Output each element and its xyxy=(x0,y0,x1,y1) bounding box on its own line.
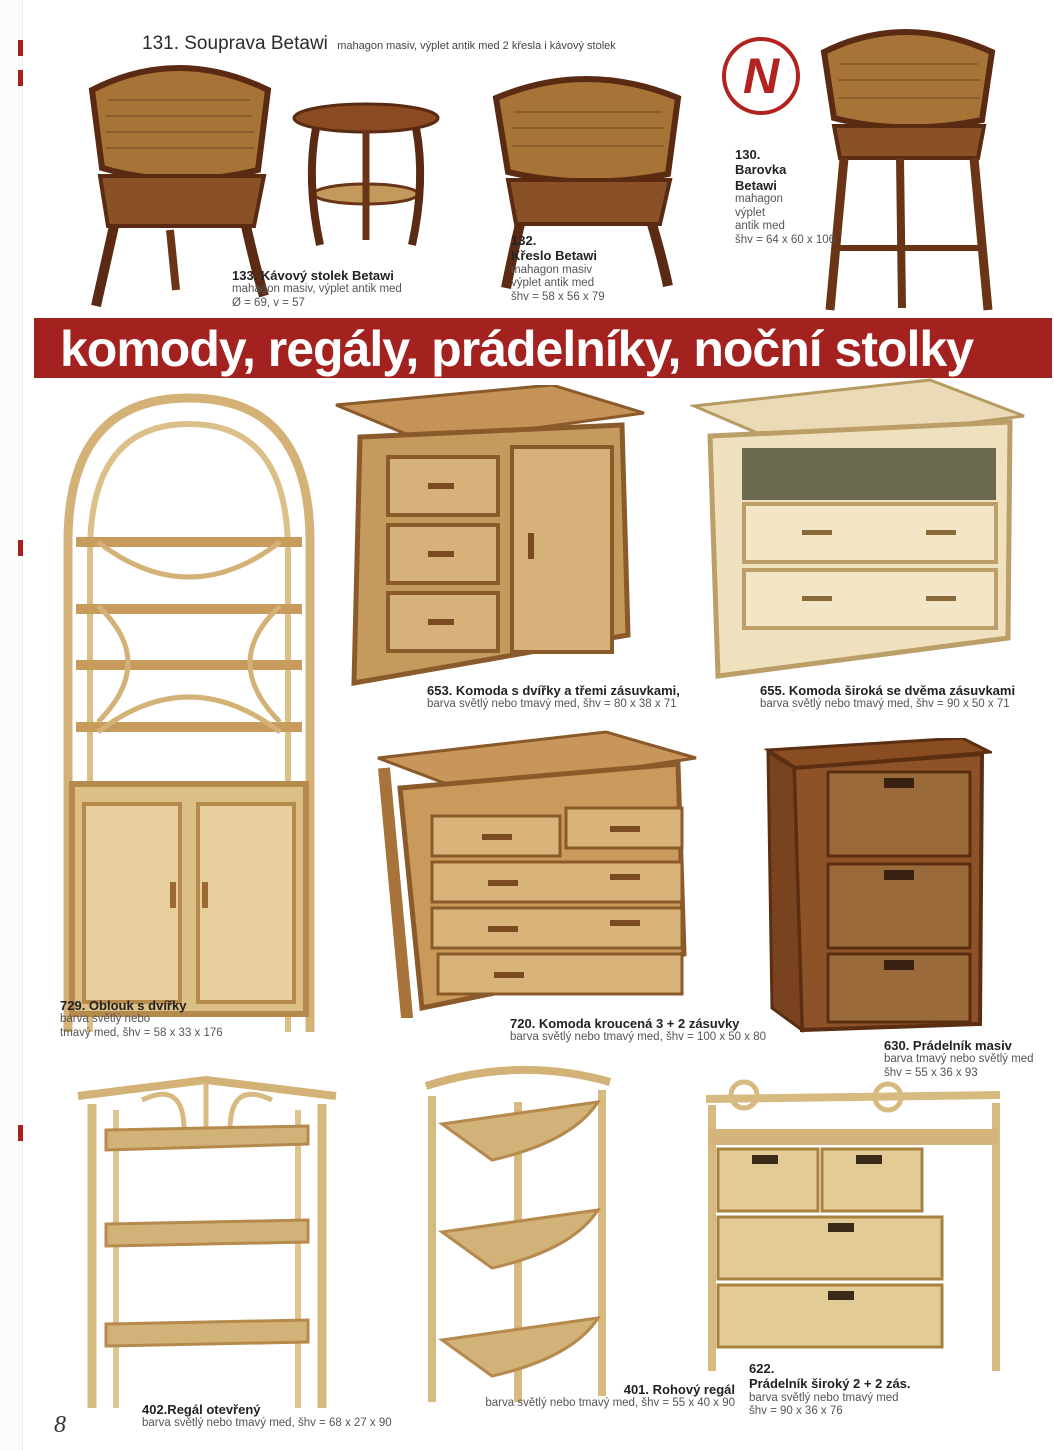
coffee-table-image xyxy=(290,100,442,250)
product-title: 622. xyxy=(749,1361,775,1376)
new-badge-letter: N xyxy=(742,48,780,104)
product-desc: barva světlý nebo tmavý med, šhv = 90 x 50 x 71 xyxy=(760,698,1010,711)
product-title: 130. xyxy=(735,147,761,162)
product-label-401 xyxy=(455,1382,735,1411)
product-title: 402.Regál otevřený xyxy=(142,1402,261,1417)
product-desc: barva světlý nebo tmavý med, šhv = 80 x 38 x 71 xyxy=(427,698,677,711)
product-title: 720. Komoda kroucená 3 + 2 zásuvky xyxy=(510,1016,740,1031)
new-badge xyxy=(720,35,802,117)
product-label-720 xyxy=(510,1016,810,1045)
product-title: 655. Komoda široká se dvěma zásuvkami xyxy=(760,683,1016,698)
product-desc: barva světlý nebo tmavý med xyxy=(749,1391,899,1404)
product-title: 630. Prádelník masiv xyxy=(884,1038,1012,1053)
product-title: Betawi xyxy=(735,177,777,193)
dresser-655-image xyxy=(690,376,1028,681)
product-title: Barovka xyxy=(735,162,787,178)
product-label-130 xyxy=(735,147,855,247)
product-label-729 xyxy=(60,998,280,1040)
product-desc: šhv = 55 x 36 x 93 xyxy=(884,1066,978,1079)
open-shelf-402-image xyxy=(72,1070,342,1408)
product-desc: šhv = 64 x 60 x 106 xyxy=(735,233,836,246)
product-title: 729. Oblouk s dvířky xyxy=(60,998,187,1013)
product-desc: barva světlý nebo tmavý med, šhv = 55 x 40 x 90 xyxy=(485,1397,735,1410)
product-desc: barva světlý nebo tmavý med, šhv = 100 x 50 x 80 xyxy=(510,1031,767,1044)
product-label-655 xyxy=(760,683,1050,712)
product-desc: mahagon xyxy=(735,192,783,205)
product-label-402 xyxy=(142,1402,442,1431)
product-desc: výplet antik med xyxy=(511,277,595,290)
product-desc: šhv = 58 x 56 x 79 xyxy=(511,290,605,303)
page-edge xyxy=(0,0,23,1450)
section-banner-text: komody, regály, prádelníky, noční stolky xyxy=(60,321,974,377)
product-desc: Ø = 69, v = 57 xyxy=(232,296,305,309)
set-subtitle: mahagon masiv, výplet antik med 2 křesla i kávový stolek xyxy=(337,40,616,52)
edge-mark xyxy=(18,1125,23,1141)
edge-mark xyxy=(18,70,23,86)
product-desc: barva tmavý nebo světlý med xyxy=(884,1053,1034,1066)
product-title: 133. Kávový stolek Betawi xyxy=(232,268,394,283)
dresser-720-image xyxy=(348,728,700,1018)
product-desc: mahagon masiv xyxy=(511,263,593,276)
section-banner xyxy=(34,318,1052,378)
chest-622-image xyxy=(700,1075,1008,1375)
page-number: 8 xyxy=(54,1412,66,1438)
edge-mark xyxy=(18,540,23,556)
edge-mark xyxy=(18,40,23,56)
product-desc: mahagon masiv, výplet antik med xyxy=(232,283,402,296)
product-title: 653. Komoda s dvířky a třemi zásuvkami, xyxy=(427,683,680,698)
corner-shelf-401-image xyxy=(422,1062,614,1402)
product-desc: barva světlý nebo xyxy=(60,1013,151,1026)
product-desc: antik med xyxy=(735,220,785,233)
chest-630-image xyxy=(762,738,992,1034)
arched-shelf-image xyxy=(58,392,320,1032)
product-title: 132. xyxy=(511,233,537,248)
set-title-text: 131. Souprava Betawi xyxy=(142,33,328,54)
product-desc: tmavý med, šhv = 58 x 33 x 176 xyxy=(60,1026,223,1039)
product-desc: barva světlý nebo tmavý med, šhv = 68 x 27 x 90 xyxy=(142,1417,392,1430)
product-title: Prádelník široký 2 + 2 zás. xyxy=(749,1376,911,1392)
product-title: 401. Rohový regál xyxy=(623,1382,735,1397)
product-title: Křeslo Betawi xyxy=(511,248,597,264)
product-label-653 xyxy=(427,683,717,712)
product-desc: výplet xyxy=(735,206,766,219)
dresser-653-image xyxy=(332,385,648,690)
product-label-622 xyxy=(749,1361,999,1419)
product-label-132 xyxy=(511,233,641,304)
product-label-133 xyxy=(232,268,462,310)
product-desc: šhv = 90 x 36 x 76 xyxy=(749,1405,843,1418)
